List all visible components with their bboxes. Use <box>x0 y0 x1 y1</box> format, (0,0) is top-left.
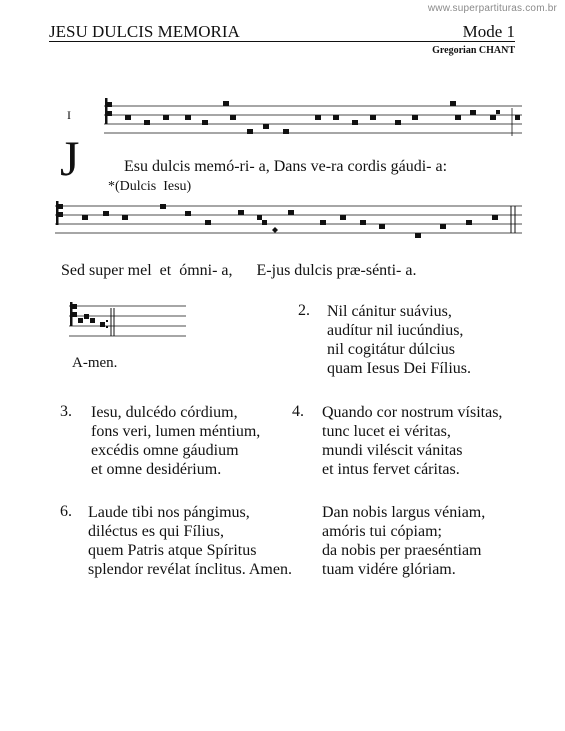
chant-staff-1 <box>0 96 565 146</box>
verse-2-number: 2. <box>298 302 310 319</box>
c-clef-icon-2 <box>56 201 63 225</box>
drop-cap-initial: J <box>60 130 80 186</box>
verse-2-text: Nil cánitur suávius, audítur nil iucúndius, nil cogitátur dúlcius quam Iesus Dei Fílius. <box>327 303 471 377</box>
title-rule <box>49 41 515 42</box>
verse-6-number: 6. <box>60 503 72 520</box>
verse-3-number: 3. <box>60 403 72 420</box>
amen-lyric: A-men. <box>72 355 118 371</box>
verse-6-text: Laude tibi nos pángimus, diléctus es qui Fílius, quem Patris atque Spíritus splendor revélat ínclitus. Amen. <box>88 504 292 578</box>
lyrics-line-1: Esu dulcis memó-ri- a, Dans ve-ra cordis gáudi- a: <box>124 158 448 175</box>
verse-3-text: Iesu, dulcédo córdium, fons veri, lumen méntium, excédis omne gáudium et omne desidérium. <box>91 404 261 478</box>
c-clef-icon <box>105 98 112 124</box>
chant-staff-2 <box>0 198 565 248</box>
mode-numeral: I <box>67 108 71 122</box>
verse-4-number: 4. <box>292 403 304 420</box>
chant-staff-amen <box>0 296 200 356</box>
verse-4-text: Quando cor nostrum vísitas, tunc lucet ei véritas, mundi viléscit vánitas et intus fervet cáritas. <box>322 404 503 478</box>
composer-label: Gregorian CHANT <box>432 45 515 56</box>
watermark: www.superpartituras.com.br <box>427 3 557 14</box>
c-clef-icon-3 <box>70 302 77 326</box>
lyrics-line-2: Sed super mel et ómni- a, E-jus dulcis præ-sénti- a. <box>61 262 417 279</box>
verse-final-text: Dan nobis largus véniam, amóris tui cópiam; da nobis per praeséntiam tuam vidére glóriam. <box>322 504 486 578</box>
page-title: JESU DULCIS MEMORIA <box>49 22 240 41</box>
mode-label: Mode 1 <box>462 22 515 41</box>
asterisk-annotation: *(Dulcis Iesu) <box>108 179 192 194</box>
